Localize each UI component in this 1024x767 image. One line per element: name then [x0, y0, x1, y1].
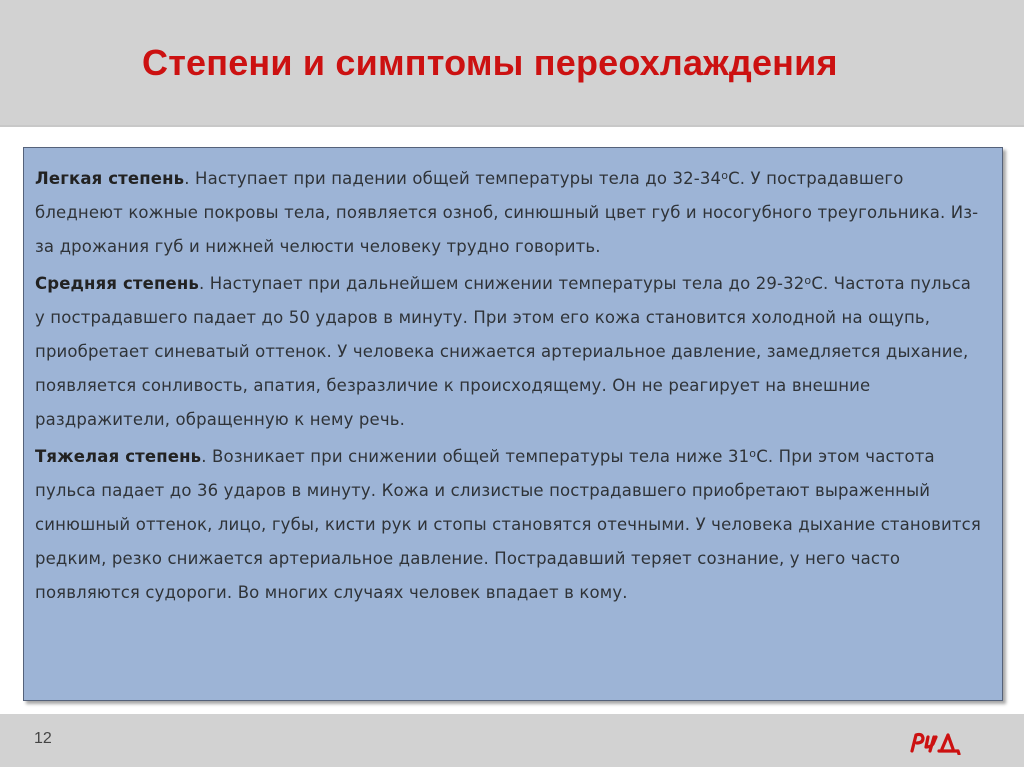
- content-box: [23, 147, 1003, 701]
- content-text: [35, 159, 985, 610]
- section-mild: [35, 159, 985, 264]
- footer-band: [0, 714, 1024, 767]
- section-text: . Наступает при дальнейшем снижении температуры тела до 29-32: [198, 274, 805, 293]
- degree-mark: о: [804, 274, 812, 287]
- section-heading: Тяжелая степень: [35, 447, 202, 466]
- page-number: 12: [34, 730, 52, 747]
- section-text: . Возникает при снижении общей температуры тела ниже 31: [201, 447, 750, 466]
- section-severe: [35, 437, 985, 610]
- slide-title: Степени и симптомы переохлаждения: [142, 42, 838, 83]
- title-band: [0, 0, 1024, 127]
- section-text: С. При этом частота пульса падает до 36 ударов в минуту. Кожа и слизистые пострадавшего приобретают выраженный синюшный оттенок, лицо, губы, кисти рук и стопы становятся отечными. У человека дыхание становится редким, резко снижается артериальное давление. Пострадавший теряет сознание, у него часто появляются судороги. Во многих случаях человек впадает в кому.: [35, 447, 981, 602]
- section-moderate: [35, 264, 985, 437]
- rzd-logo-icon: [906, 727, 968, 755]
- section-text: . Наступает при падении общей температуры тела до 32-34: [184, 169, 722, 188]
- section-heading: Средняя степень: [35, 274, 199, 293]
- section-heading: Легкая степень: [35, 169, 185, 188]
- section-text: С. Частота пульса у пострадавшего падает до 50 ударов в минуту. При этом его кожа становится холодной на ощупь, приобретает синеватый оттенок. У человека снижается артериальное давление, замедляется дыхание, появляется сонливость, апатия, безразличие к происходящему. Он не реагирует на внешние раздражители, обращенную к нему речь.: [35, 274, 972, 429]
- degree-mark: о: [749, 447, 757, 460]
- section-text: С. У пострадавшего бледнеют кожные покровы тела, появляется озноб, синюшный цвет губ и носогубного треугольника. Из-за дрожания губ и нижней челюсти человеку трудно говорить.: [35, 169, 979, 256]
- degree-mark: о: [721, 169, 729, 182]
